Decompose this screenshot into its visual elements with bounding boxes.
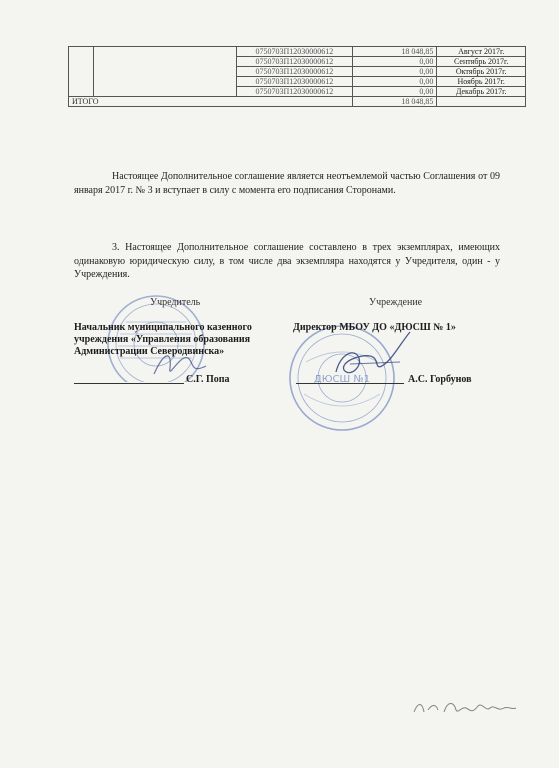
founder-position-2: учреждения «Управления образования: [74, 334, 251, 345]
stamp-center-text: ДЮСШ №1: [313, 374, 371, 385]
month-cell: Август 2017г.: [437, 47, 526, 57]
month-cell: Сентябрь 2017г.: [437, 57, 526, 67]
founder-position-3: Администрации Северодвинска»: [74, 346, 225, 357]
total-label: ИТОГО: [69, 97, 353, 107]
code-cell: 0750703П12030000612: [236, 47, 353, 57]
paragraph-annex: Настоящее Дополнительное соглашение является неотъемлемой частью Соглашения от 09 января 2017 г. № 3 и вступает в силу с момента его подписания Сторонами.: [74, 171, 500, 196]
institution-position: Директор МБОУ ДО «ДЮСШ № 1»: [293, 322, 456, 333]
total-row: [69, 97, 526, 107]
month-cell: Декабрь 2017г.: [437, 87, 526, 97]
sum-cell: 0,00: [353, 87, 437, 97]
month-cell: Ноябрь 2017г.: [437, 77, 526, 87]
sum-cell: 18 048,85: [353, 47, 437, 57]
code-cell: 0750703П12030000612: [236, 57, 353, 67]
total-sum: 18 048,85: [353, 97, 437, 107]
paragraph-copies: 3. Настоящее Дополнительное соглашение составлено в трех экземплярах, имеющих одинаковую юридическую силу, в том числе два экземпляра находятся у Учредителя, один - у Учреждения.: [74, 242, 500, 280]
founder-signature-icon: [150, 344, 210, 384]
founder-label: Учредитель: [150, 297, 201, 308]
institution-name: А.С. Горбунов: [408, 374, 472, 385]
payments-table: [68, 46, 526, 107]
sum-cell: 0,00: [353, 77, 437, 87]
institution-label: Учреждение: [369, 297, 423, 308]
sum-cell: 0,00: [353, 67, 437, 77]
table-cell-empty: [437, 97, 526, 107]
table-row: [69, 47, 526, 57]
table-cell-empty: [69, 47, 94, 97]
code-cell: 0750703П12030000612: [236, 87, 353, 97]
founder-position-1: Начальник муниципального казенного: [74, 322, 252, 333]
director-signature-icon: [330, 326, 414, 384]
sum-cell: 0,00: [353, 57, 437, 67]
table-cell-empty: [93, 47, 236, 97]
month-cell: Октябрь 2017г.: [437, 67, 526, 77]
founder-name: С.Г. Попа: [186, 374, 230, 385]
code-cell: 0750703П12030000612: [236, 77, 353, 87]
handwritten-note-icon: [410, 696, 520, 718]
code-cell: 0750703П12030000612: [236, 67, 353, 77]
